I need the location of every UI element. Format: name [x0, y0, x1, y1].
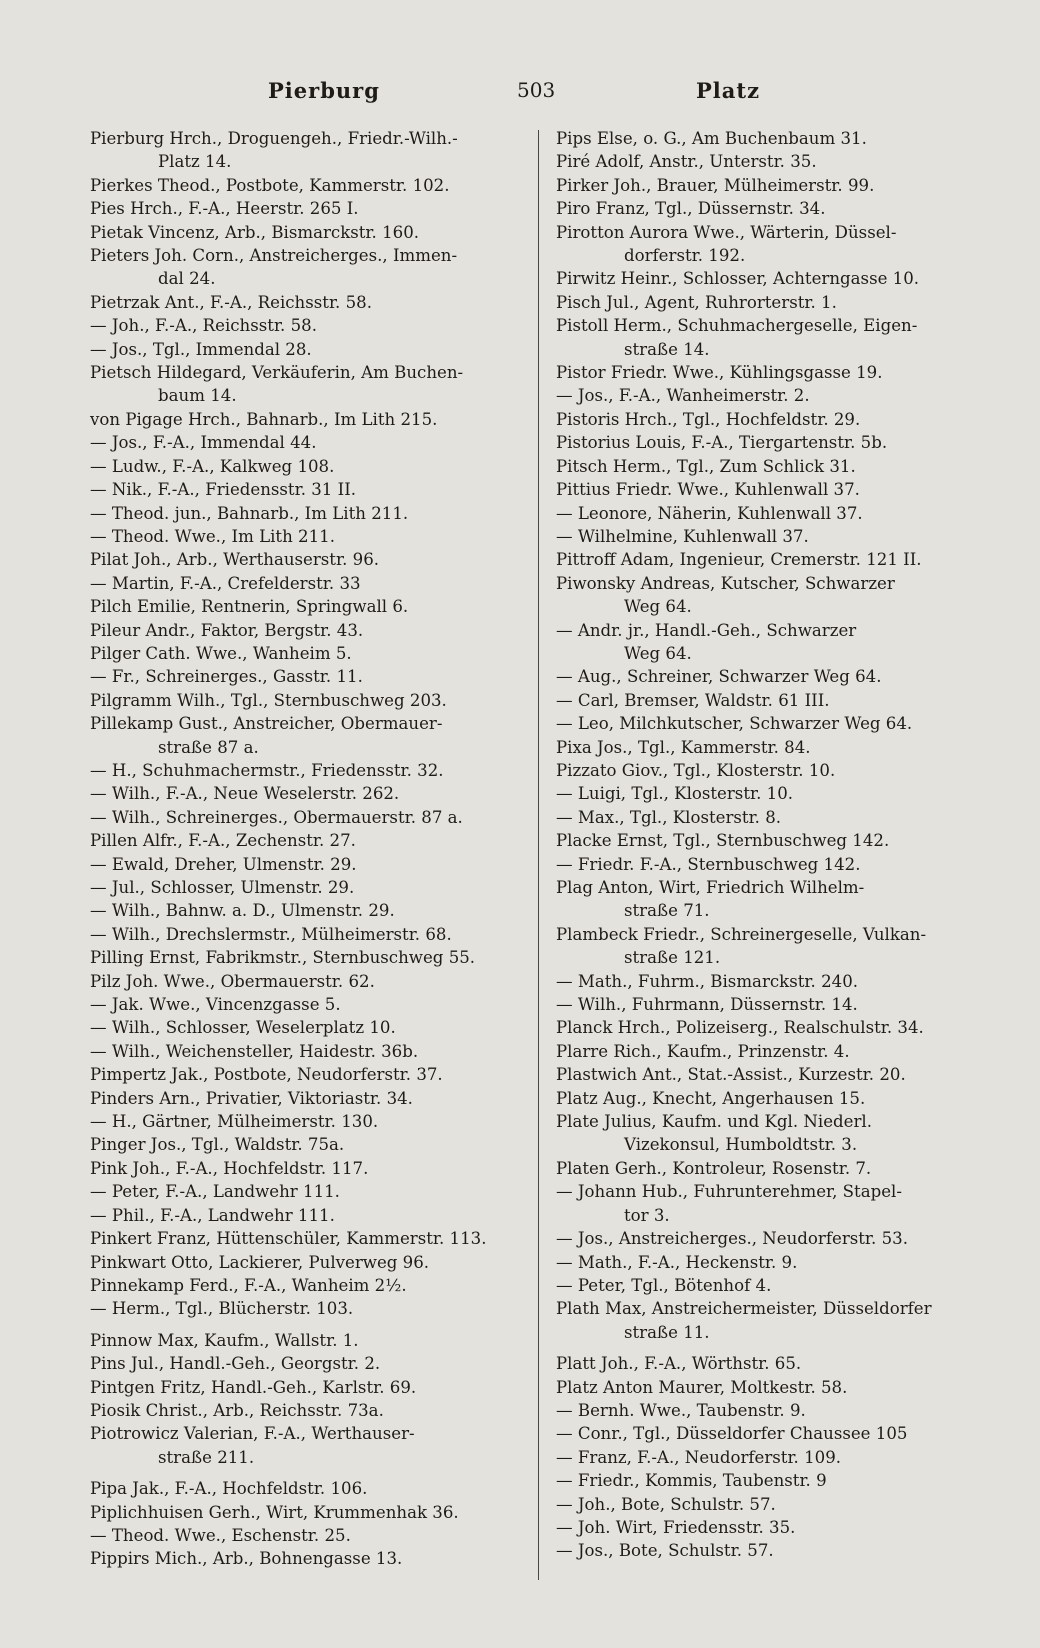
directory-entry: Pilgramm Wilh., Tgl., Sternbuschweg 203.	[90, 690, 447, 710]
directory-entry: — Ewald, Dreher, Ulmenstr. 29.	[90, 854, 357, 874]
directory-entry: Pinkert Franz, Hüttenschüler, Kammerstr. 113.	[90, 1229, 487, 1249]
directory-entry: — Joh., F.-A., Reichsstr. 58.	[90, 316, 317, 336]
directory-entry: — Andr. jr., Handl.-Geh., Schwarzer	[556, 620, 857, 640]
directory-entry-continuation: straße 121.	[624, 948, 721, 968]
directory-entry: Pintgen Fritz, Handl.-Geh., Karlstr. 69.	[90, 1377, 417, 1397]
directory-entry: — Luigi, Tgl., Klosterstr. 10.	[556, 784, 794, 804]
directory-entry: — Theod. Wwe., Eschenstr. 25.	[90, 1525, 351, 1545]
directory-entry-continuation: dorferstr. 192.	[624, 246, 746, 266]
directory-entry-continuation: Weg 64.	[624, 597, 692, 617]
directory-entry: — Nik., F.-A., Friedensstr. 31 II.	[90, 480, 357, 500]
directory-entry: Plath Max, Anstreichermeister, Düsseldorfer	[556, 1299, 932, 1319]
directory-entry: Pimpertz Jak., Postbote, Neudorferstr. 37.	[90, 1065, 443, 1085]
directory-entry: — H., Gärtner, Mülheimerstr. 130.	[90, 1112, 379, 1132]
directory-entry: — Theod. Wwe., Im Lith 211.	[90, 526, 335, 546]
directory-entry: — H., Schuhmachermstr., Friedensstr. 32.	[90, 760, 444, 780]
directory-entry: — Joh. Wirt, Friedensstr. 35.	[556, 1517, 796, 1537]
directory-entry: Pilat Joh., Arb., Werthauserstr. 96.	[90, 550, 380, 570]
directory-entry: — Jul., Schlosser, Ulmenstr. 29.	[90, 878, 355, 897]
directory-entry: Pistorius Louis, F.-A., Tiergartenstr. 5b.	[556, 433, 888, 453]
directory-entry: Piplichhuisen Gerh., Wirt, Krummenhak 36.	[90, 1502, 459, 1522]
directory-entry: Pinger Jos., Tgl., Waldstr. 75a.	[90, 1135, 345, 1155]
directory-entry: Pies Hrch., F.-A., Heerstr. 265 I.	[90, 199, 359, 219]
directory-entry-continuation: baum 14.	[158, 386, 237, 406]
directory-entry: Pips Else, o. G., Am Buchenbaum 31.	[556, 129, 867, 148]
directory-entry: Piro Franz, Tgl., Düssernstr. 34.	[556, 199, 826, 219]
directory-entry: Piotrowicz Valerian, F.-A., Werthauser-	[90, 1424, 415, 1444]
directory-entry: — Wilh., F.-A., Neue Weselerstr. 262.	[90, 784, 400, 804]
directory-entry: — Max., Tgl., Klosterstr. 8.	[556, 807, 782, 827]
directory-entry: — Theod. jun., Bahnarb., Im Lith 211.	[90, 503, 409, 523]
left-column	[90, 127, 526, 1571]
directory-entry: Pinders Arn., Privatier, Viktoriastr. 34.	[90, 1088, 413, 1108]
directory-entry: — Leo, Milchkutscher, Schwarzer Weg 64.	[556, 714, 913, 734]
directory-entry: Pixa Jos., Tgl., Kammerstr. 84.	[556, 737, 811, 757]
directory-entry: — Carl, Bremser, Waldstr. 61 III.	[556, 690, 830, 710]
directory-entry: — Phil., F.-A., Landwehr 111.	[90, 1205, 335, 1225]
directory-entry-continuation: dal 24.	[158, 269, 216, 289]
directory-entry: Pilger Cath. Wwe., Wanheim 5.	[90, 643, 352, 663]
directory-entry: Piosik Christ., Arb., Reichsstr. 73a.	[90, 1400, 384, 1420]
directory-entry-continuation: Weg 64.	[624, 643, 692, 663]
directory-entry: — Herm., Tgl., Blücherstr. 103.	[90, 1299, 354, 1319]
directory-entry: Pistoris Hrch., Tgl., Hochfeldstr. 29.	[556, 409, 861, 429]
directory-entry-continuation: straße 211.	[158, 1447, 255, 1467]
right-column	[556, 127, 996, 1563]
directory-entry: — Jos., F.-A., Immendal 44.	[90, 433, 317, 453]
directory-entry: — Aug., Schreiner, Schwarzer Weg 64.	[556, 667, 882, 687]
directory-entry: — Wilh., Schlosser, Weselerplatz 10.	[90, 1018, 396, 1038]
directory-entry: Pirotton Aurora Wwe., Wärterin, Düssel-	[556, 222, 897, 242]
directory-entry: Placke Ernst, Tgl., Sternbuschweg 142.	[556, 831, 890, 851]
directory-entry: Pinkwart Otto, Lackierer, Pulverweg 96.	[90, 1252, 430, 1272]
directory-entry-continuation: straße 87 a.	[158, 737, 259, 757]
directory-entry: Pillekamp Gust., Anstreicher, Obermauer-	[90, 714, 443, 734]
directory-entry: — Peter, Tgl., Bötenhof 4.	[556, 1275, 772, 1295]
directory-entry: Pietrzak Ant., F.-A., Reichsstr. 58.	[90, 292, 372, 312]
directory-entry: — Ludw., F.-A., Kalkweg 108.	[90, 456, 335, 476]
directory-entry: Pisch Jul., Agent, Ruhrorterstr. 1.	[556, 292, 837, 312]
directory-entry: — Jos., F.-A., Wanheimerstr. 2.	[556, 386, 810, 406]
directory-entry: — Joh., Bote, Schulstr. 57.	[556, 1494, 776, 1514]
directory-entry: Plastwich Ant., Stat.-Assist., Kurzestr. 20.	[556, 1065, 906, 1085]
directory-entry: Pitsch Herm., Tgl., Zum Schlick 31.	[556, 456, 856, 476]
directory-entry: Pistoll Herm., Schuhmachergeselle, Eigen-	[556, 316, 918, 336]
directory-entry: Piwonsky Andreas, Kutscher, Schwarzer	[556, 573, 895, 593]
directory-entry: Pistor Friedr. Wwe., Kühlingsgasse 19.	[556, 363, 883, 383]
directory-entry: — Leonore, Näherin, Kuhlenwall 37.	[556, 503, 863, 523]
directory-entry-continuation: tor 3.	[624, 1205, 670, 1225]
directory-entry: Pietak Vincenz, Arb., Bismarckstr. 160.	[90, 222, 420, 242]
directory-entry: — Martin, F.-A., Crefelderstr. 33	[90, 573, 361, 593]
directory-entry: Pippirs Mich., Arb., Bohnengasse 13.	[90, 1549, 403, 1569]
directory-entry: — Friedr. F.-A., Sternbuschweg 142.	[556, 854, 861, 874]
directory-entry: Pink Joh., F.-A., Hochfeldstr. 117.	[90, 1158, 369, 1178]
directory-entry: — Peter, F.-A., Landwehr 111.	[90, 1182, 340, 1202]
directory-entry: — Fr., Schreinerges., Gasstr. 11.	[90, 667, 363, 687]
directory-entry: Plambeck Friedr., Schreinergeselle, Vulkan-	[556, 924, 927, 944]
directory-entry: Planck Hrch., Polizeiserg., Realschulstr. 34.	[556, 1018, 924, 1038]
directory-entry: — Math., F.-A., Heckenstr. 9.	[556, 1252, 798, 1272]
directory-entry: Pietsch Hildegard, Verkäuferin, Am Buchen-	[90, 363, 464, 383]
directory-entry: — Wilh., Bahnw. a. D., Ulmenstr. 29.	[90, 901, 395, 921]
directory-entry: — Franz, F.-A., Neudorferstr. 109.	[556, 1447, 842, 1467]
directory-entry: Pizzato Giov., Tgl., Klosterstr. 10.	[556, 760, 836, 780]
page-number: 503	[517, 78, 556, 102]
directory-entry: Pilz Joh. Wwe., Obermauerstr. 62.	[90, 971, 375, 991]
directory-entry: — Friedr., Kommis, Taubenstr. 9	[556, 1471, 827, 1491]
directory-entry: Pittroff Adam, Ingenieur, Cremerstr. 121 II.	[556, 550, 922, 570]
directory-entry: Pins Jul., Handl.-Geh., Georgstr. 2.	[90, 1354, 381, 1374]
directory-entry: — Wilh., Schreinerges., Obermauerstr. 87 a.	[90, 807, 463, 827]
directory-entry: Pieters Joh. Corn., Anstreicherges., Immen-	[90, 246, 458, 266]
column-divider	[538, 130, 539, 1580]
page-header	[0, 78, 1040, 108]
directory-entry: — Bernh. Wwe., Taubenstr. 9.	[556, 1400, 806, 1420]
directory-entry: Plate Julius, Kaufm. und Kgl. Niederl.	[556, 1112, 872, 1132]
directory-entry: — Wilh., Weichensteller, Haidestr. 36b.	[90, 1041, 419, 1061]
directory-entry: — Jos., Anstreicherges., Neudorferstr. 53.	[556, 1229, 908, 1249]
directory-entry: — Jos., Bote, Schulstr. 57.	[556, 1541, 774, 1561]
directory-entry: Platz Anton Maurer, Moltkestr. 58.	[556, 1377, 848, 1397]
directory-entry: Pilch Emilie, Rentnerin, Springwall 6.	[90, 597, 409, 617]
directory-entry: Pilling Ernst, Fabrikmstr., Sternbuschweg 55.	[90, 948, 476, 968]
directory-entry: Pillen Alfr., F.-A., Zechenstr. 27.	[90, 831, 356, 851]
directory-entry-continuation: Platz 14.	[158, 152, 232, 172]
directory-entry: Plag Anton, Wirt, Friedrich Wilhelm-	[556, 878, 865, 897]
directory-entry: Pirwitz Heinr., Schlosser, Achterngasse 10.	[556, 269, 920, 289]
header-right-word: Platz	[696, 78, 761, 103]
directory-entry: Platt Joh., F.-A., Wörthstr. 65.	[556, 1354, 802, 1374]
directory-entry-continuation: Vizekonsul, Humboldtstr. 3.	[624, 1135, 858, 1155]
directory-entry: — Math., Fuhrm., Bismarckstr. 240.	[556, 971, 859, 991]
directory-entry-continuation: straße 11.	[624, 1322, 710, 1342]
directory-entry: Platz Aug., Knecht, Angerhausen 15.	[556, 1088, 866, 1108]
header-left-word: Pierburg	[268, 78, 380, 103]
directory-entry: Pittius Friedr. Wwe., Kuhlenwall 37.	[556, 480, 860, 500]
directory-entry: Pierburg Hrch., Droguengeh., Friedr.-Wilh.-	[90, 129, 458, 148]
directory-entry: Pirker Joh., Brauer, Mülheimerstr. 99.	[556, 175, 875, 195]
directory-entry: Pierkes Theod., Postbote, Kammerstr. 102.	[90, 175, 450, 195]
directory-entry: Pileur Andr., Faktor, Bergstr. 43.	[90, 620, 364, 640]
directory-entry: Plarre Rich., Kaufm., Prinzenstr. 4.	[556, 1041, 850, 1061]
directory-entry: — Jos., Tgl., Immendal 28.	[90, 339, 312, 359]
directory-entry: von Pigage Hrch., Bahnarb., Im Lith 215.	[90, 409, 438, 429]
directory-entry: — Conr., Tgl., Düsseldorfer Chaussee 105	[556, 1424, 908, 1444]
directory-entry: Piré Adolf, Anstr., Unterstr. 35.	[556, 152, 817, 172]
directory-entry: — Wilh., Drechslermstr., Mülheimerstr. 68.	[90, 924, 452, 944]
directory-entry: — Wilh., Fuhrmann, Düssernstr. 14.	[556, 995, 858, 1015]
directory-entry: Pinnow Max, Kaufm., Wallstr. 1.	[90, 1330, 359, 1350]
directory-entry: Pipa Jak., F.-A., Hochfeldstr. 106.	[90, 1479, 368, 1499]
directory-entry: — Johann Hub., Fuhrunterehmer, Stapel-	[556, 1182, 902, 1202]
directory-entry-continuation: straße 71.	[624, 901, 710, 921]
directory-entry: — Jak. Wwe., Vincenzgasse 5.	[90, 995, 341, 1015]
directory-entry: Platen Gerh., Kontroleur, Rosenstr. 7.	[556, 1158, 872, 1178]
directory-entry-continuation: straße 14.	[624, 339, 710, 359]
directory-entry: — Wilhelmine, Kuhlenwall 37.	[556, 526, 809, 546]
directory-entry: Pinnekamp Ferd., F.-A., Wanheim 2½.	[90, 1275, 407, 1295]
